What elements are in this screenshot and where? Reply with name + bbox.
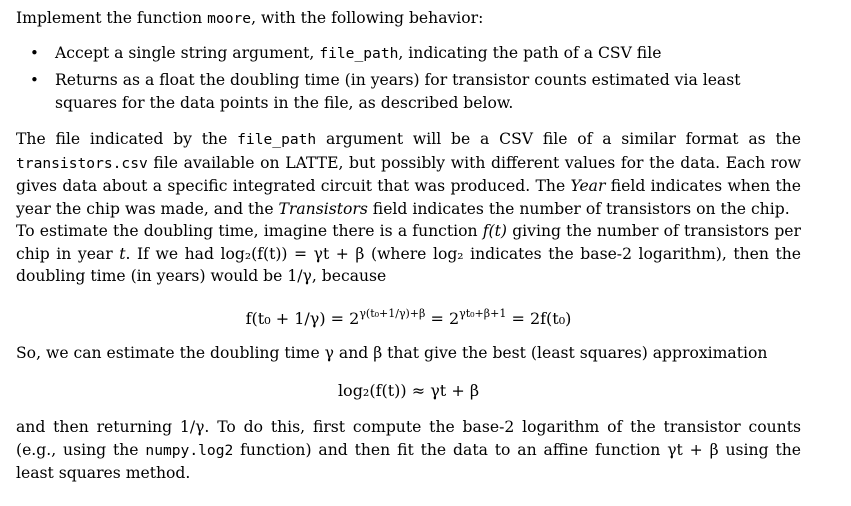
- equation-exponent: γ(t₀+1/γ)+β: [359, 306, 426, 320]
- year-field-name: Year: [570, 177, 606, 195]
- argument-name-code: file_path: [319, 44, 399, 62]
- paragraph-text: To estimate the doubling time, imagine there is a function: [16, 222, 483, 240]
- equation-part: = 2f(t₀): [506, 308, 572, 328]
- list-item-text: Accept a single string argument,: [55, 43, 320, 62]
- equation-exponent: γt₀+β+1: [459, 306, 507, 320]
- paragraph-text: argument will be a CSV file of a similar format as the: [316, 130, 801, 148]
- math-inline: log₂(f(t)) = γt + β: [220, 244, 365, 263]
- paragraph-text: . If we had: [125, 244, 221, 263]
- paragraph-text: indicates the base-2 logarithm), then the doubling time (in years) would be: [16, 244, 801, 285]
- csv-filename-code: transistors.csv: [16, 154, 148, 172]
- paragraph-text: , because: [311, 267, 387, 285]
- list-item-text: Returns as a float the doubling time (in years) for transistor counts estimated via least squares for the data points in the file, as described below.: [55, 71, 741, 112]
- behavior-list: [16, 42, 836, 115]
- paragraph-text: The file indicated by the: [16, 130, 238, 148]
- bullet-icon: •: [30, 71, 39, 89]
- math-inline: 1/γ: [287, 267, 312, 285]
- equation-part: f(t₀ + 1/γ) = 2: [245, 308, 360, 328]
- doubling-equation: [16, 304, 801, 334]
- math-inline: f(t): [482, 222, 507, 240]
- estimation-paragraph: So, we can estimate the doubling time γ and β that give the best (least squares) approximation: [16, 343, 768, 362]
- transistors-field-name: Transistors: [278, 199, 368, 218]
- paragraph-text: (where: [364, 244, 433, 263]
- paragraph-text: giving the number of transistors per chip in year: [16, 222, 801, 263]
- intro-text: Implement the function: [16, 9, 208, 27]
- intro-text-end: , with the following behavior:: [251, 9, 484, 27]
- list-item-text-end: , indicating the path of a CSV file: [398, 43, 662, 62]
- paragraph-text: field indicates the number of transistors on the chip.: [367, 199, 790, 218]
- document: [16, 7, 836, 485]
- math-inline: t: [119, 244, 126, 263]
- paragraph-text: function) and then fit the data to an affine function γt + β using the least squares method.: [16, 440, 801, 482]
- doubling-time-paragraph: [16, 220, 801, 288]
- paragraph-text: field indicates when the year the chip was made, and the: [16, 177, 801, 218]
- equation-part: = 2: [425, 308, 460, 328]
- intro-paragraph: [16, 7, 836, 31]
- approximation-equation: log₂(f(t)) ≈ γt + β: [337, 381, 480, 400]
- list-item: [16, 69, 801, 114]
- paragraph-text: and then returning 1/γ. To do this, first compute the base-2 logarithm of the transistor counts (e.g., using the: [16, 418, 801, 459]
- method-paragraph: [16, 416, 801, 485]
- math-inline: log₂: [432, 244, 464, 263]
- list-item: [16, 42, 801, 66]
- numpy-function-code: numpy.log2: [145, 441, 234, 459]
- bullet-icon: •: [30, 43, 39, 62]
- file-format-paragraph: [16, 128, 801, 220]
- function-name-code: moore: [207, 10, 252, 27]
- paragraph-text: file available on LATTE, but possibly with different values for the data. Each row gives data about a specific integrated circuit that was produced. The: [16, 153, 801, 195]
- file-path-code: file_path: [237, 131, 317, 148]
